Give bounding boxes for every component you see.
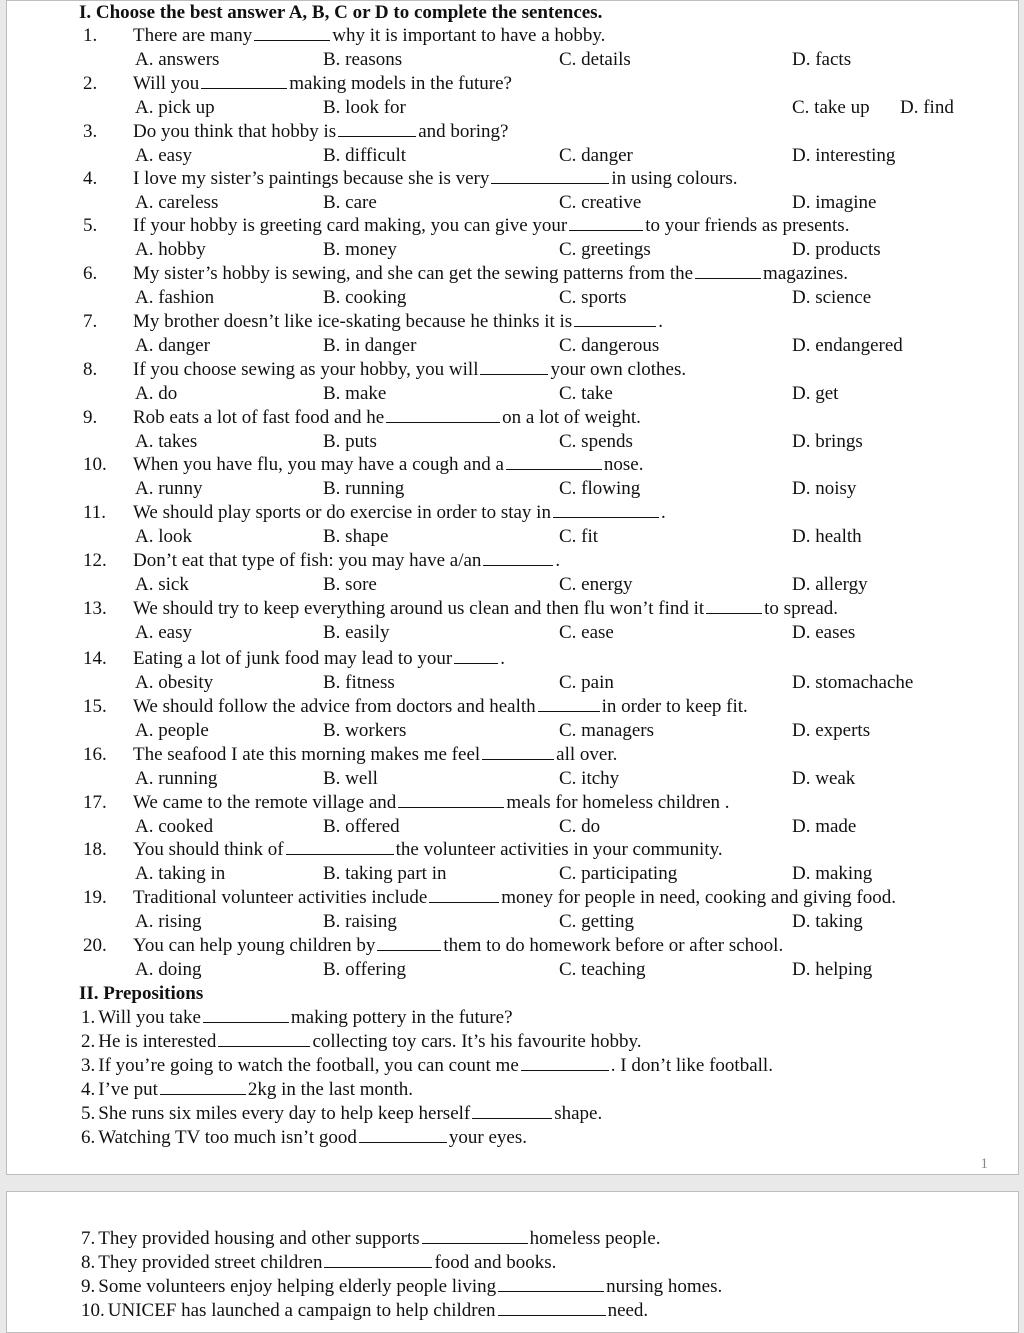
- answer-blank[interactable]: [491, 168, 609, 184]
- question-text-before: Traditional volunteer activities include: [133, 887, 428, 908]
- answer-blank[interactable]: [218, 1031, 310, 1047]
- question-text-before: We should play sports or do exercise in order to stay in: [133, 502, 551, 523]
- question-number: [83, 121, 97, 143]
- answer-option[interactable]: A. taking in: [135, 863, 226, 884]
- answer-option[interactable]: C. creative: [559, 192, 642, 213]
- answer-option[interactable]: A. people: [135, 720, 209, 741]
- answer-blank[interactable]: [324, 1252, 432, 1268]
- item-text-before: UNICEF has launched a campaign to help children: [107, 1300, 496, 1321]
- question-text-before: If your hobby is greeting card making, you can give your: [133, 215, 568, 236]
- answer-option[interactable]: C. danger: [559, 145, 633, 166]
- question-number: [83, 359, 97, 381]
- answer-option[interactable]: B. reasons: [323, 49, 403, 70]
- question-number: [83, 935, 107, 957]
- item-number: 4.: [81, 1079, 96, 1100]
- preposition-item: [81, 1276, 722, 1298]
- question-stem: [133, 73, 512, 95]
- answer-option[interactable]: D. experts: [792, 720, 871, 741]
- answer-option[interactable]: A. pick up: [135, 97, 215, 118]
- question-text-after: why it is important to have a hobby.: [332, 25, 606, 46]
- question-text-after: making models in the future?: [289, 73, 512, 94]
- answer-option[interactable]: B. sore: [323, 574, 377, 595]
- question-number: [83, 648, 107, 670]
- answer-option[interactable]: D. health: [792, 526, 862, 547]
- answer-option[interactable]: B. care: [323, 192, 377, 213]
- question-stem: [133, 121, 508, 143]
- answer-option[interactable]: D. products: [792, 239, 881, 260]
- answer-option[interactable]: A. easy: [135, 145, 192, 166]
- answer-option[interactable]: A. answers: [135, 49, 220, 70]
- question-number-text: 20.: [83, 935, 107, 956]
- question-text-before: We came to the remote village and: [133, 792, 397, 813]
- question-text-before: We should follow the advice from doctors and health: [133, 696, 536, 717]
- preposition-item: [81, 1103, 602, 1125]
- question-number: [83, 215, 97, 237]
- answer-option[interactable]: A. doing: [135, 959, 202, 980]
- question-text-after: in order to keep fit.: [601, 696, 748, 717]
- answer-option[interactable]: D. interesting: [792, 145, 896, 166]
- question-stem: [133, 887, 896, 909]
- answer-blank[interactable]: [506, 454, 602, 470]
- question-text-before: When you have flu, you may have a cough and a: [133, 454, 504, 475]
- preposition-item: [81, 1007, 513, 1029]
- answer-blank[interactable]: [695, 263, 761, 279]
- question-text-before: Do you think that hobby is: [133, 121, 337, 142]
- question-text-after: to your friends as presents.: [645, 215, 850, 236]
- question-number-text: 18.: [83, 839, 107, 860]
- question-stem: [133, 792, 730, 814]
- answer-option[interactable]: D. brings: [792, 431, 863, 452]
- question-number-text: 14.: [83, 648, 107, 669]
- answer-option[interactable]: C. participating: [559, 863, 678, 884]
- answer-option[interactable]: C. managers: [559, 720, 654, 741]
- answer-blank[interactable]: [483, 550, 553, 566]
- answer-option[interactable]: D. taking: [792, 911, 863, 932]
- answer-option[interactable]: D. endangered: [792, 335, 903, 356]
- answer-option[interactable]: A. look: [135, 526, 192, 547]
- question-text-before: Eating a lot of junk food may lead to your: [133, 648, 453, 669]
- answer-option[interactable]: B. raising: [323, 911, 397, 932]
- question-number-text: 7.: [83, 311, 98, 332]
- preposition-item: [81, 1127, 527, 1149]
- question-number-text: 16.: [83, 744, 107, 765]
- question-stem: [133, 168, 738, 190]
- item-text-after: homeless people.: [529, 1228, 661, 1249]
- item-text-after: . I don’t like football.: [610, 1055, 773, 1076]
- question-stem: [133, 839, 723, 861]
- answer-blank[interactable]: [498, 1300, 606, 1316]
- answer-blank[interactable]: [706, 598, 762, 614]
- question-text-before: We should try to keep everything around us clean and then flu won’t find it: [133, 598, 705, 619]
- question-number: [83, 502, 106, 524]
- question-number: [83, 73, 97, 95]
- answer-blank[interactable]: [203, 1007, 289, 1023]
- answer-blank[interactable]: [498, 1276, 604, 1292]
- answer-blank[interactable]: [482, 744, 554, 760]
- question-number: [83, 25, 97, 47]
- question-number-text: 13.: [83, 598, 107, 619]
- question-stem: [133, 502, 666, 524]
- question-number-text: 15.: [83, 696, 107, 717]
- item-text-after: making pottery in the future?: [290, 1007, 513, 1028]
- answer-option[interactable]: C. take: [559, 383, 613, 404]
- question-stem: [133, 598, 838, 620]
- answer-option[interactable]: B. look for: [323, 97, 406, 118]
- question-number-text: 1.: [83, 25, 98, 46]
- answer-blank[interactable]: [201, 73, 287, 89]
- question-text-after: them to do homework before or after school.: [443, 935, 784, 956]
- question-text-after: in using colours.: [611, 168, 738, 189]
- question-number: [83, 263, 97, 285]
- answer-blank[interactable]: [553, 502, 659, 518]
- preposition-item: [81, 1055, 773, 1077]
- question-stem: [133, 407, 641, 429]
- answer-blank[interactable]: [254, 25, 330, 41]
- question-number-text: 5.: [83, 215, 98, 236]
- question-number-text: 2.: [83, 73, 98, 94]
- question-text-before: There are many: [133, 25, 253, 46]
- item-number: 5.: [81, 1103, 96, 1124]
- preposition-item: [81, 1079, 413, 1101]
- question-number: [83, 454, 107, 476]
- question-number-text: 8.: [83, 359, 98, 380]
- question-text-after: magazines.: [763, 263, 848, 284]
- question-number-text: 10.: [83, 454, 107, 475]
- answer-option[interactable]: C. do: [559, 816, 601, 837]
- item-text-before: They provided housing and other supports: [98, 1228, 420, 1249]
- answer-option[interactable]: B. puts: [323, 431, 377, 452]
- question-text-before: You can help young children by: [133, 935, 376, 956]
- answer-blank[interactable]: [398, 792, 504, 808]
- worksheet-page-2: [6, 1191, 1019, 1333]
- question-number: [83, 839, 107, 861]
- answer-option[interactable]: A. fashion: [135, 287, 215, 308]
- question-number: [83, 168, 97, 190]
- item-text-before: Watching TV too much isn’t good: [98, 1127, 357, 1148]
- question-number: [83, 550, 107, 572]
- answer-option[interactable]: B. make: [323, 383, 387, 404]
- answer-option[interactable]: B. difficult: [323, 145, 407, 166]
- section-2-heading: II. Prepositions: [79, 983, 204, 1004]
- item-number: 1.: [81, 1007, 96, 1028]
- answer-blank[interactable]: [338, 121, 416, 137]
- question-stem: [133, 311, 663, 333]
- question-number: [83, 792, 107, 814]
- question-text-after: your own clothes.: [550, 359, 687, 380]
- answer-option[interactable]: A. rising: [135, 911, 202, 932]
- question-text-after: on a lot of weight.: [502, 407, 641, 428]
- item-text-after: your eyes.: [448, 1127, 527, 1148]
- answer-option[interactable]: B. offered: [323, 816, 400, 837]
- answer-option[interactable]: B. running: [323, 478, 405, 499]
- answer-option[interactable]: B. offering: [323, 959, 407, 980]
- item-number: 7.: [81, 1228, 96, 1249]
- answer-option[interactable]: D. find: [900, 97, 954, 118]
- worksheet-page-1: [6, 0, 1019, 1175]
- answer-blank[interactable]: [538, 696, 600, 712]
- answer-option[interactable]: C. spends: [559, 431, 633, 452]
- answer-option[interactable]: A. obesity: [135, 672, 214, 693]
- question-text-before: My sister’s hobby is sewing, and she can get the sewing patterns from the: [133, 263, 694, 284]
- answer-option[interactable]: D. helping: [792, 959, 873, 980]
- answer-option[interactable]: D. making: [792, 863, 873, 884]
- answer-option[interactable]: C. dangerous: [559, 335, 660, 356]
- item-text-before: They provided street children: [98, 1252, 323, 1273]
- answer-option[interactable]: B. easily: [323, 622, 390, 643]
- answer-option[interactable]: C. flowing: [559, 478, 641, 499]
- answer-option[interactable]: C. energy: [559, 574, 633, 595]
- answer-option[interactable]: A. sick: [135, 574, 189, 595]
- answer-option[interactable]: D. imagine: [792, 192, 877, 213]
- preposition-item: [81, 1031, 642, 1053]
- answer-option[interactable]: A. running: [135, 768, 218, 789]
- question-number-text: 4.: [83, 168, 98, 189]
- page-number: 1: [980, 1156, 988, 1172]
- question-stem: [133, 263, 848, 285]
- answer-blank[interactable]: [286, 839, 394, 855]
- question-number: [83, 744, 107, 766]
- item-text-before: She runs six miles every day to help keep herself: [98, 1103, 471, 1124]
- item-text-before: If you’re going to watch the football, you can count me: [98, 1055, 519, 1076]
- answer-blank[interactable]: [569, 215, 643, 231]
- answer-option[interactable]: D. science: [792, 287, 872, 308]
- item-number: 2.: [81, 1031, 96, 1052]
- answer-option[interactable]: C. take up: [792, 97, 870, 118]
- question-text-before: Rob eats a lot of fast food and he: [133, 407, 385, 428]
- question-text-after: the volunteer activities in your community.: [395, 839, 723, 860]
- answer-option[interactable]: A. easy: [135, 622, 192, 643]
- answer-option[interactable]: C. sports: [559, 287, 627, 308]
- item-text-after: food and books.: [434, 1252, 557, 1273]
- answer-option[interactable]: A. hobby: [135, 239, 206, 260]
- item-text-after: need.: [607, 1300, 649, 1321]
- answer-option[interactable]: A. runny: [135, 478, 203, 499]
- question-text-after: all over.: [556, 744, 618, 765]
- answer-option[interactable]: C. greetings: [559, 239, 651, 260]
- answer-option[interactable]: A. do: [135, 383, 178, 404]
- item-text-before: I’ve put: [98, 1079, 158, 1100]
- answer-blank[interactable]: [454, 648, 498, 664]
- answer-option[interactable]: A. danger: [135, 335, 210, 356]
- question-stem: [133, 935, 783, 957]
- question-number-text: 3.: [83, 121, 98, 142]
- question-number-text: 12.: [83, 550, 107, 571]
- answer-option[interactable]: B. money: [323, 239, 397, 260]
- answer-option[interactable]: D. made: [792, 816, 857, 837]
- answer-option[interactable]: C. itchy: [559, 768, 620, 789]
- item-number: 8.: [81, 1252, 96, 1273]
- question-stem: [133, 454, 643, 476]
- question-number-text: 9.: [83, 407, 98, 428]
- question-stem: [133, 359, 686, 381]
- question-number-text: 6.: [83, 263, 98, 284]
- answer-option[interactable]: A. cooked: [135, 816, 214, 837]
- question-text-after: meals for homeless children .: [506, 792, 730, 813]
- question-text-before: You should think of: [133, 839, 284, 860]
- answer-blank[interactable]: [386, 407, 500, 423]
- item-number: 6.: [81, 1127, 96, 1148]
- answer-option[interactable]: D. get: [792, 383, 839, 404]
- answer-blank[interactable]: [429, 887, 499, 903]
- section-1-heading: I. Choose the best answer A, B, C or D to complete the sentences.: [79, 2, 603, 23]
- item-text-before: Will you take: [98, 1007, 201, 1028]
- answer-blank[interactable]: [521, 1055, 609, 1071]
- question-number-text: 11.: [83, 502, 107, 523]
- question-text-after: to spread.: [764, 598, 839, 619]
- question-text-before: Don’t eat that type of fish: you may have a/an: [133, 550, 482, 571]
- answer-blank[interactable]: [377, 935, 441, 951]
- question-number: [83, 696, 107, 718]
- item-text-after: 2kg in the last month.: [247, 1079, 414, 1100]
- answer-option[interactable]: D. allergy: [792, 574, 868, 595]
- question-stem: [133, 744, 617, 766]
- item-number: 9.: [81, 1276, 96, 1297]
- question-number-text: 19.: [83, 887, 107, 908]
- question-number-text: 17.: [83, 792, 107, 813]
- question-text-after: .: [555, 550, 561, 571]
- question-text-before: My brother doesn’t like ice-skating because he thinks it is: [133, 311, 573, 332]
- answer-option[interactable]: B. workers: [323, 720, 407, 741]
- question-number: [83, 887, 107, 909]
- answer-option[interactable]: D. facts: [792, 49, 852, 70]
- item-text-after: shape.: [554, 1103, 603, 1124]
- answer-blank[interactable]: [160, 1079, 246, 1095]
- preposition-item: [81, 1228, 660, 1250]
- question-text-after: .: [500, 648, 505, 669]
- answer-option[interactable]: D. weak: [792, 768, 856, 789]
- question-stem: [133, 215, 849, 237]
- answer-option[interactable]: A. careless: [135, 192, 219, 213]
- item-number: 10.: [81, 1300, 105, 1321]
- item-text-before: Some volunteers enjoy helping elderly people living: [98, 1276, 497, 1297]
- answer-option[interactable]: B. shape: [323, 526, 389, 547]
- question-stem: [133, 25, 605, 47]
- answer-option[interactable]: C. details: [559, 49, 631, 70]
- question-stem: [133, 696, 748, 718]
- question-stem: [133, 550, 560, 572]
- answer-option[interactable]: C. pain: [559, 672, 614, 693]
- answer-option[interactable]: C. fit: [559, 526, 599, 547]
- question-text-before: Will you: [133, 73, 200, 94]
- answer-option[interactable]: D. eases: [792, 622, 856, 643]
- answer-option[interactable]: D. stomachache: [792, 672, 914, 693]
- answer-blank[interactable]: [472, 1103, 552, 1119]
- question-number: [83, 407, 97, 429]
- question-text-after: money for people in need, cooking and giving food.: [501, 887, 896, 908]
- answer-option[interactable]: C. teaching: [559, 959, 646, 980]
- answer-option[interactable]: B. fitness: [323, 672, 395, 693]
- answer-option[interactable]: B. in danger: [323, 335, 417, 356]
- item-number: 3.: [81, 1055, 96, 1076]
- answer-blank[interactable]: [480, 359, 548, 375]
- question-number: [83, 311, 97, 333]
- answer-blank[interactable]: [574, 311, 656, 327]
- item-text-after: nursing homes.: [606, 1276, 723, 1297]
- answer-blank[interactable]: [422, 1228, 528, 1244]
- answer-option[interactable]: B. taking part in: [323, 863, 447, 884]
- question-text-before: If you choose sewing as your hobby, you will: [133, 359, 479, 380]
- answer-option[interactable]: B. well: [323, 768, 378, 789]
- answer-blank[interactable]: [359, 1127, 447, 1143]
- item-text-before: He is interested: [98, 1031, 217, 1052]
- answer-option[interactable]: C. getting: [559, 911, 634, 932]
- answer-option[interactable]: D. noisy: [792, 478, 857, 499]
- question-text-before: I love my sister’s paintings because she is very: [133, 168, 490, 189]
- question-text-after: nose.: [603, 454, 644, 475]
- preposition-item: [81, 1300, 648, 1322]
- question-stem: [133, 648, 505, 670]
- question-text-before: The seafood I ate this morning makes me feel: [133, 744, 481, 765]
- question-text-after: and boring?: [418, 121, 509, 142]
- question-text-after: .: [658, 311, 663, 332]
- answer-option[interactable]: C. ease: [559, 622, 614, 643]
- answer-option[interactable]: B. cooking: [323, 287, 407, 308]
- question-text-after: .: [660, 502, 666, 523]
- answer-option[interactable]: A. takes: [135, 431, 198, 452]
- item-text-after: collecting toy cars. It’s his favourite hobby.: [312, 1031, 642, 1052]
- question-number: [83, 598, 107, 620]
- preposition-item: [81, 1252, 556, 1274]
